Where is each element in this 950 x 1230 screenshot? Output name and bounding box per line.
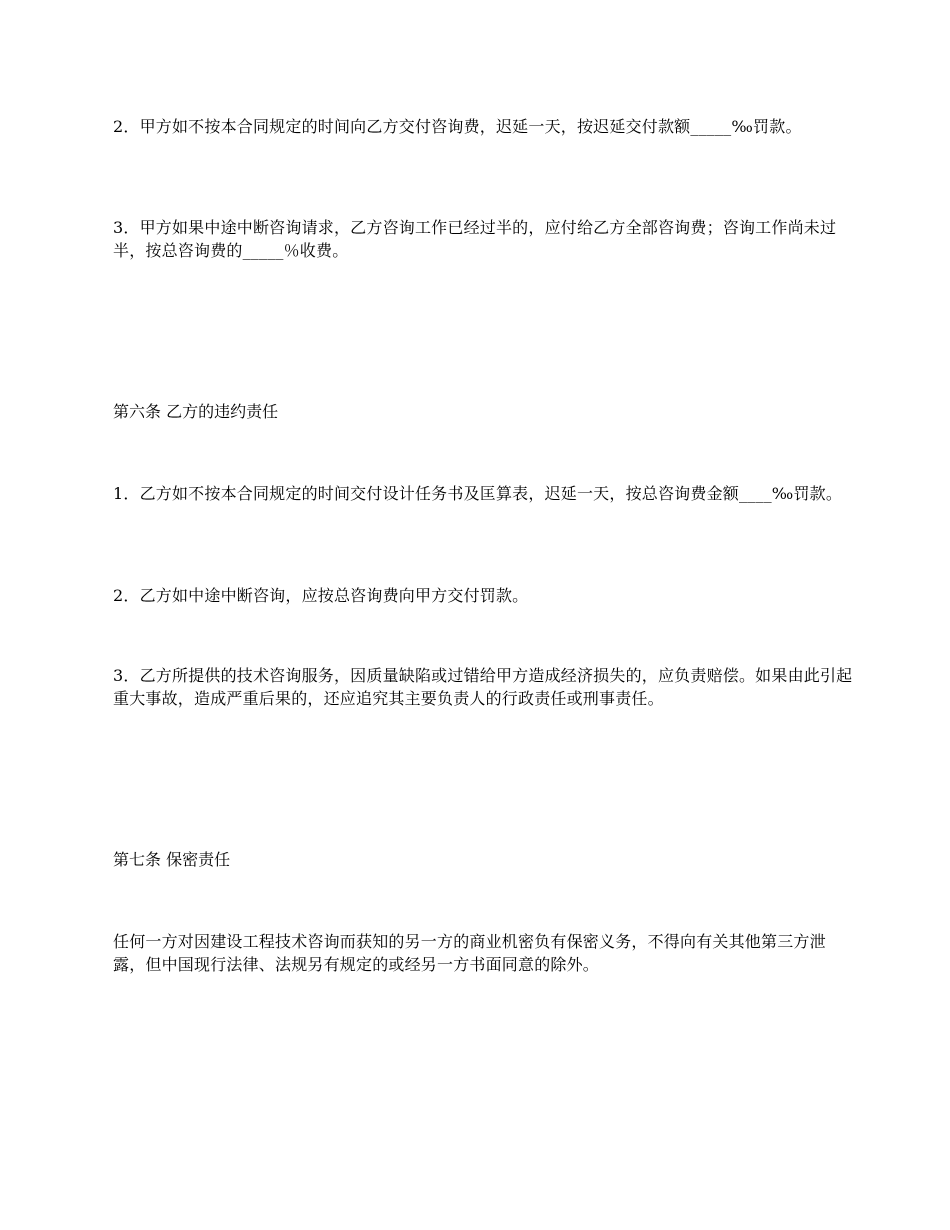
article6-item-2: 2．乙方如中途中断咨询，应按总咨询费向甲方交付罚款。	[113, 586, 529, 605]
article5-item-2: 2．甲方如不按本合同规定的时间向乙方交付咨询费，迟延一天，按迟延交付款额_____‰罚款。	[113, 117, 802, 136]
article6-item-3: 3．乙方所提供的技术咨询服务，因质量缺陷或过错给甲方造成经济损失的，应负责赔偿。如果由此引起重大事故，造成严重后果的，还应追究其主要负责人的行政责任或刑事责任。	[113, 666, 853, 708]
article6-item-1: 1．乙方如不按本合同规定的时间交付设计任务书及匡算表，迟延一天，按总咨询费金额____‰罚款。	[113, 484, 843, 503]
article7-text: 任何一方对因建设工程技术咨询而获知的另一方的商业机密负有保密义务，不得向有关其他第三方泄露，但中国现行法律、法规另有规定的或经另一方书面同意的除外。	[113, 932, 826, 974]
article6-heading: 第六条 乙方的违约责任	[113, 402, 279, 421]
article5-item-3: 3．甲方如果中途中断咨询请求，乙方咨询工作已经过半的，应付给乙方全部咨询费；咨询工作尚未过半，按总咨询费的_____％收费。	[113, 218, 837, 260]
article7-heading: 第七条 保密责任	[113, 850, 231, 869]
